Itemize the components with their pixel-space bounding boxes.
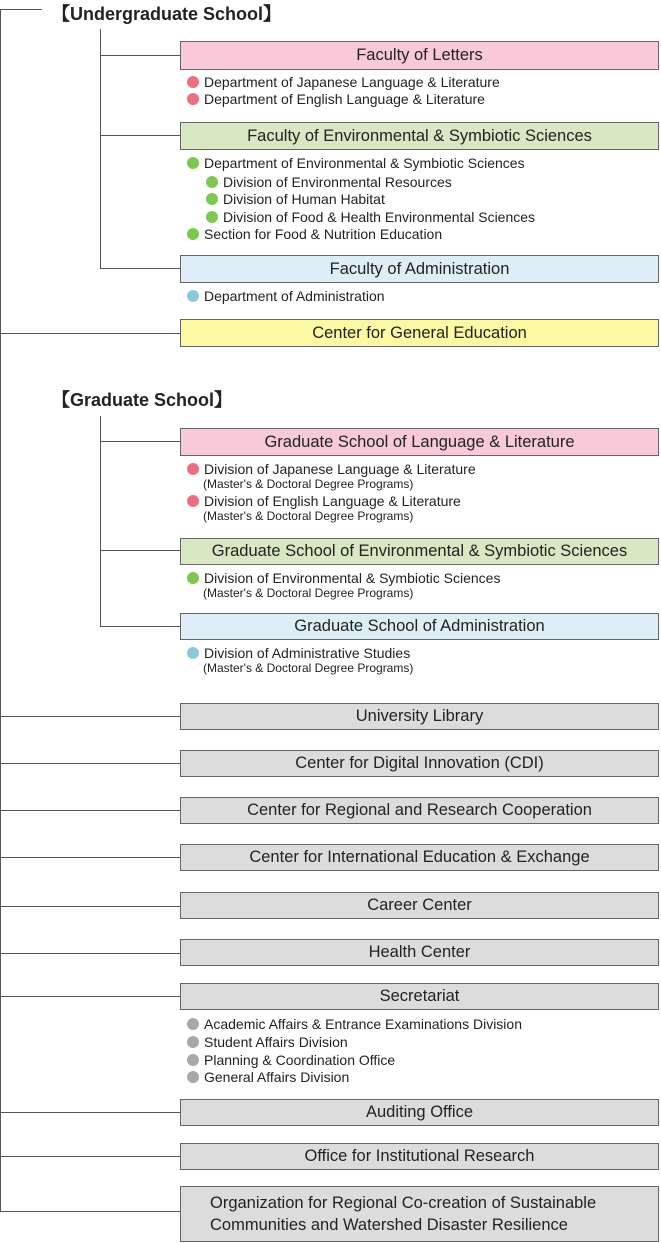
green-dot-icon — [206, 176, 218, 188]
green-dot-icon — [187, 157, 199, 169]
connector-line — [0, 810, 180, 811]
connector-line — [0, 953, 180, 954]
connector-line — [0, 9, 42, 10]
list-item: Division of Administrative Studies — [187, 645, 410, 661]
list-item: Planning & Coordination Office — [187, 1052, 395, 1068]
blue-dot-icon — [187, 647, 199, 659]
organization-line-1: Organization for Regional Co-creation of Sustainable — [210, 1194, 597, 1212]
general-education-box: Center for General Education — [180, 319, 659, 347]
undergrad-branch-line — [100, 29, 101, 269]
connector-line — [0, 333, 180, 334]
grad-env-box: Graduate School of Environmental & Symbiotic Sciences — [180, 538, 659, 565]
list-item: Department of Environmental & Symbiotic Sciences — [187, 155, 525, 171]
red-dot-icon — [187, 495, 199, 507]
list-item: General Affairs Division — [187, 1069, 349, 1085]
graduate-branch-line — [100, 416, 101, 627]
grad-admin-box: Graduate School of Administration — [180, 613, 659, 640]
list-item: Section for Food & Nutrition Education — [187, 226, 442, 242]
red-dot-icon — [187, 463, 199, 475]
main-trunk-line — [0, 9, 1, 1211]
connector-line — [0, 763, 180, 764]
degree-note: (Master's & Doctoral Degree Programs) — [203, 509, 414, 523]
degree-note: (Master's & Doctoral Degree Programs) — [203, 477, 414, 491]
list-item: Department of English Language & Literature — [187, 91, 485, 107]
connector-line — [0, 1112, 180, 1113]
international-education-box: Center for International Education & Exchange — [180, 844, 659, 871]
green-dot-icon — [206, 211, 218, 223]
regional-cocreation-box — [180, 1186, 659, 1242]
green-dot-icon — [187, 228, 199, 240]
gray-dot-icon — [187, 1036, 199, 1048]
list-item: Division of Environmental Resources — [206, 174, 452, 190]
cdi-box: Center for Digital Innovation (CDI) — [180, 750, 659, 777]
health-center-box: Health Center — [180, 939, 659, 966]
university-library-box: University Library — [180, 703, 659, 730]
degree-note: (Master's & Doctoral Degree Programs) — [203, 661, 414, 675]
institutional-research-box: Office for Institutional Research — [180, 1143, 659, 1170]
connector-line — [100, 550, 180, 551]
connector-line — [0, 906, 180, 907]
gray-dot-icon — [187, 1071, 199, 1083]
career-center-box: Career Center — [180, 892, 659, 919]
list-item: Department of Japanese Language & Literature — [187, 74, 500, 90]
faculty-of-letters-box: Faculty of Letters — [180, 41, 659, 70]
connector-line — [0, 1211, 180, 1212]
undergraduate-heading: 【Undergraduate School】 — [52, 4, 282, 24]
list-item: Academic Affairs & Entrance Examinations Division — [187, 1016, 522, 1032]
list-item: Student Affairs Division — [187, 1034, 348, 1050]
faculty-admin-box: Faculty of Administration — [180, 255, 659, 283]
connector-line — [0, 996, 180, 997]
connector-line — [100, 441, 180, 442]
list-item: Division of Environmental & Symbiotic Sciences — [187, 570, 500, 586]
connector-line — [100, 135, 180, 136]
organization-line-2: Communities and Watershed Disaster Resilience — [210, 1216, 568, 1234]
graduate-heading: 【Graduate School】 — [52, 390, 233, 410]
gray-dot-icon — [187, 1018, 199, 1030]
connector-line — [100, 268, 180, 269]
connector-line — [0, 1156, 180, 1157]
green-dot-icon — [187, 572, 199, 584]
connector-line — [0, 857, 180, 858]
connector-line — [100, 55, 180, 56]
list-item: Division of Japanese Language & Literature — [187, 461, 476, 477]
connector-line — [0, 716, 180, 717]
grad-language-box: Graduate School of Language & Literature — [180, 428, 659, 456]
red-dot-icon — [187, 76, 199, 88]
list-item: Department of Administration — [187, 288, 385, 304]
blue-dot-icon — [187, 290, 199, 302]
green-dot-icon — [206, 193, 218, 205]
list-item: Division of Food & Health Environmental Sciences — [206, 209, 535, 225]
secretariat-box: Secretariat — [180, 983, 659, 1010]
degree-note: (Master's & Doctoral Degree Programs) — [203, 586, 414, 600]
list-item: Division of Human Habitat — [206, 191, 385, 207]
gray-dot-icon — [187, 1054, 199, 1066]
list-item: Division of English Language & Literature — [187, 493, 461, 509]
faculty-env-box: Faculty of Environmental & Symbiotic Sciences — [180, 122, 659, 150]
connector-line — [100, 626, 180, 627]
red-dot-icon — [187, 93, 199, 105]
regional-research-box: Center for Regional and Research Cooperation — [180, 797, 659, 824]
auditing-office-box: Auditing Office — [180, 1099, 659, 1126]
